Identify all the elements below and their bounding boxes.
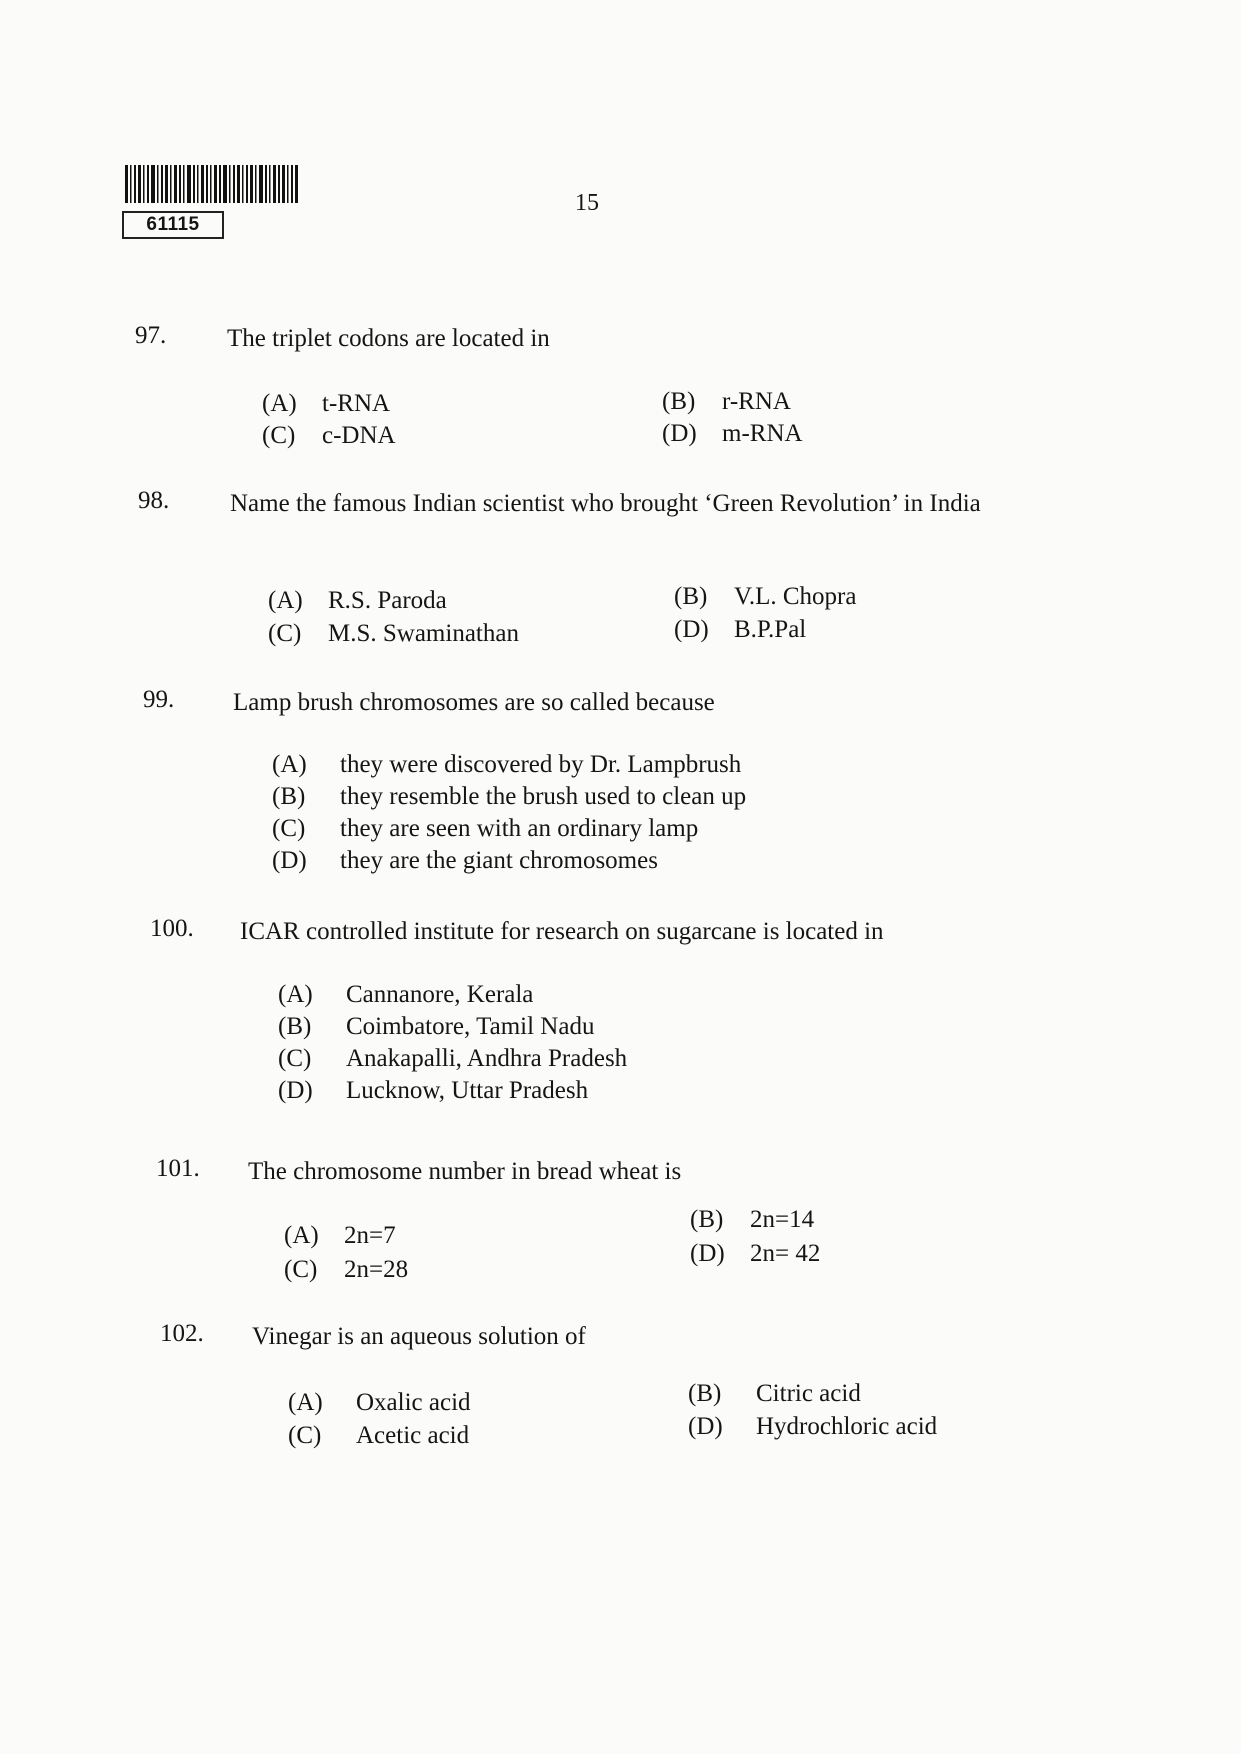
option-c <box>278 1045 627 1073</box>
option-label: (C) <box>268 620 302 647</box>
option-d <box>272 847 658 875</box>
option-label: (D) <box>674 616 709 643</box>
option-label: (D) <box>662 420 697 447</box>
option-text: Anakapalli, Andhra Pradesh <box>346 1045 628 1072</box>
option-b <box>662 388 791 416</box>
option-text: m-RNA <box>722 420 803 447</box>
option-label: (B) <box>272 783 306 810</box>
option-a <box>268 587 447 615</box>
question-text: ICAR controlled institute for research on sugarcane is located in <box>240 918 884 945</box>
option-text: Cannanore, Kerala <box>346 981 534 1008</box>
option-text: 2n=14 <box>750 1206 815 1233</box>
question-number: 102. <box>160 1320 204 1347</box>
barcode-image <box>125 165 300 203</box>
option-a <box>278 981 533 1009</box>
option-d <box>690 1240 820 1268</box>
option-c <box>262 422 396 450</box>
option-c <box>284 1256 408 1284</box>
option-text: Coimbatore, Tamil Nadu <box>346 1013 595 1040</box>
option-text: Hydrochloric acid <box>756 1413 938 1440</box>
option-b <box>688 1380 861 1408</box>
option-label: (A) <box>262 390 297 417</box>
option-label: (B) <box>674 583 708 610</box>
option-b <box>690 1206 814 1234</box>
option-label: (C) <box>272 815 306 842</box>
question-number: 97. <box>135 322 167 349</box>
option-b <box>278 1013 594 1041</box>
option-label: (D) <box>272 847 307 874</box>
exam-code-box: 61115 <box>122 211 224 239</box>
option-label: (A) <box>288 1389 323 1416</box>
option-label: (C) <box>278 1045 312 1072</box>
option-text: Acetic acid <box>356 1422 470 1449</box>
option-c <box>268 620 519 648</box>
option-c <box>272 815 698 843</box>
option-text: B.P.Pal <box>734 616 807 643</box>
option-text: V.L. Chopra <box>734 583 857 610</box>
option-d <box>662 420 803 448</box>
option-label: (C) <box>284 1256 318 1283</box>
option-b <box>272 783 746 811</box>
option-text: they resemble the brush used to clean up <box>340 783 747 810</box>
option-text: r-RNA <box>722 388 791 415</box>
question-number: 99. <box>143 686 175 713</box>
option-text: R.S. Paroda <box>328 587 447 614</box>
option-label: (A) <box>278 981 313 1008</box>
option-label: (C) <box>288 1422 322 1449</box>
option-c <box>288 1422 469 1450</box>
option-text: 2n=7 <box>344 1222 396 1249</box>
option-d <box>278 1077 588 1105</box>
option-text: M.S. Swaminathan <box>328 620 519 647</box>
question-text: The triplet codons are located in <box>227 325 550 352</box>
question-text: Lamp brush chromosomes are so called because <box>233 689 715 716</box>
option-text: 2n=28 <box>344 1256 409 1283</box>
option-a <box>284 1222 396 1250</box>
option-a <box>272 751 741 779</box>
option-text: 2n= 42 <box>750 1240 821 1267</box>
option-label: (D) <box>688 1413 723 1440</box>
option-a <box>288 1389 471 1417</box>
option-d <box>674 616 806 644</box>
option-label: (B) <box>278 1013 312 1040</box>
question-number: 101. <box>156 1155 200 1182</box>
option-text: they are the giant chromosomes <box>340 847 658 874</box>
option-text: they were discovered by Dr. Lampbrush <box>340 751 742 778</box>
question-text: Vinegar is an aqueous solution of <box>252 1323 586 1350</box>
option-label: (A) <box>268 587 303 614</box>
question-number: 98. <box>138 487 170 514</box>
option-text: Citric acid <box>756 1380 861 1407</box>
page-number: 15 <box>575 190 599 216</box>
option-label: (C) <box>262 422 296 449</box>
option-label: (A) <box>284 1222 319 1249</box>
option-label: (B) <box>662 388 696 415</box>
option-text: c-DNA <box>322 422 396 449</box>
option-label: (D) <box>278 1077 313 1104</box>
option-label: (A) <box>272 751 307 778</box>
question-text: Name the famous Indian scientist who brought ‘Green Revolution’ in India <box>230 490 981 517</box>
option-d <box>688 1413 937 1441</box>
option-label: (B) <box>688 1380 722 1407</box>
option-a <box>262 390 390 418</box>
option-text: t-RNA <box>322 390 391 417</box>
option-b <box>674 583 856 611</box>
question-text: The chromosome number in bread wheat is <box>248 1158 682 1185</box>
option-label: (D) <box>690 1240 725 1267</box>
question-number: 100. <box>150 915 194 942</box>
option-label: (B) <box>690 1206 724 1233</box>
option-text: they are seen with an ordinary lamp <box>340 815 699 842</box>
option-text: Oxalic acid <box>356 1389 471 1416</box>
option-text: Lucknow, Uttar Pradesh <box>346 1077 589 1104</box>
